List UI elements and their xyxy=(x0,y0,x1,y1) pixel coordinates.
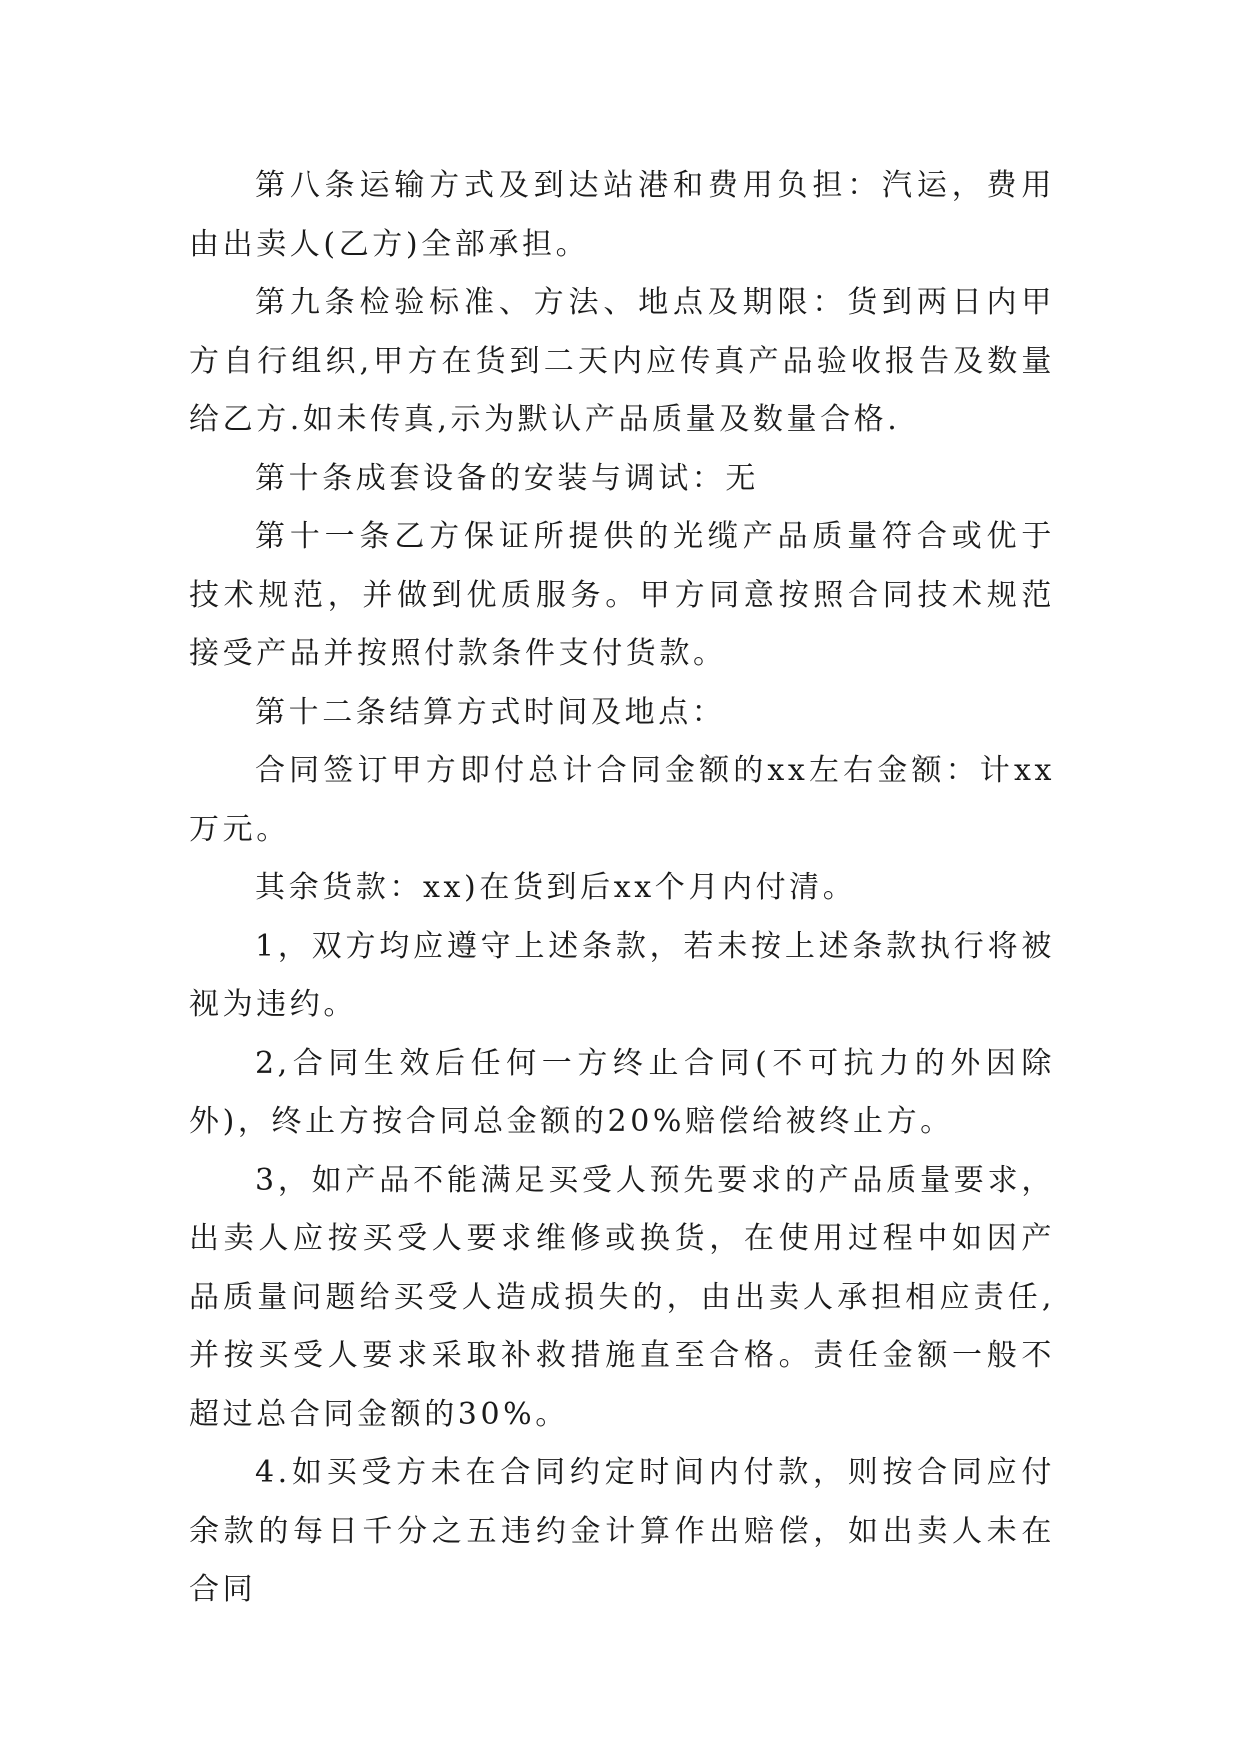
paragraph-clause-1: 1，双方均应遵守上述条款，若未按上述条款执行将被视为违约。 xyxy=(189,928,1055,1022)
paragraph-article-8: 第八条运输方式及到达站港和费用负担：汽运，费用由出卖人(乙方)全部承担。 xyxy=(189,168,1055,262)
paragraph-article-12: 第十二条结算方式时间及地点： xyxy=(255,694,726,730)
paragraph-clause-2: 2,合同生效后任何一方终止合同(不可抗力的外因除外)，终止方按合同总金额的20%赔偿给被终止方。 xyxy=(189,1045,1055,1139)
paragraph-payment-initial: 合同签订甲方即付总计合同金额的xx左右金额：计xx万元。 xyxy=(189,753,1055,847)
paragraph-article-11: 第十一条乙方保证所提供的光缆产品质量符合或优于技术规范，并做到优质服务。甲方同意按照合同技术规范接受产品并按照付款条件支付货款。 xyxy=(189,519,1055,671)
paragraph-payment-remaining: 其余货款：xx)在货到后xx个月内付清。 xyxy=(255,870,857,905)
paragraph-clause-3: 3，如产品不能满足买受人预先要求的产品质量要求，出卖人应按买受人要求维修或换货，在使用过程中如因产品质量问题给买受人造成损失的，由出卖人承担相应责任,并按买受人要求采取补救措施直至合格。责任金额一般不超过总合同金额的30%。 xyxy=(189,1162,1055,1432)
paragraph-article-9: 第九条检验标准、方法、地点及期限：货到两日内甲方自行组织,甲方在货到二天内应传真产品验收报告及数量给乙方.如未传真,示为默认产品质量及数量合格. xyxy=(189,285,1055,437)
paragraph-article-10: 第十条成套设备的安装与调试：无 xyxy=(255,460,759,496)
paragraph-clause-4: 4.如买受方未在合同约定时间内付款，则按合同应付余款的每日千分之五违约金计算作出赔偿，如出卖人未在合同 xyxy=(189,1455,1055,1607)
document-body xyxy=(189,157,1055,1620)
